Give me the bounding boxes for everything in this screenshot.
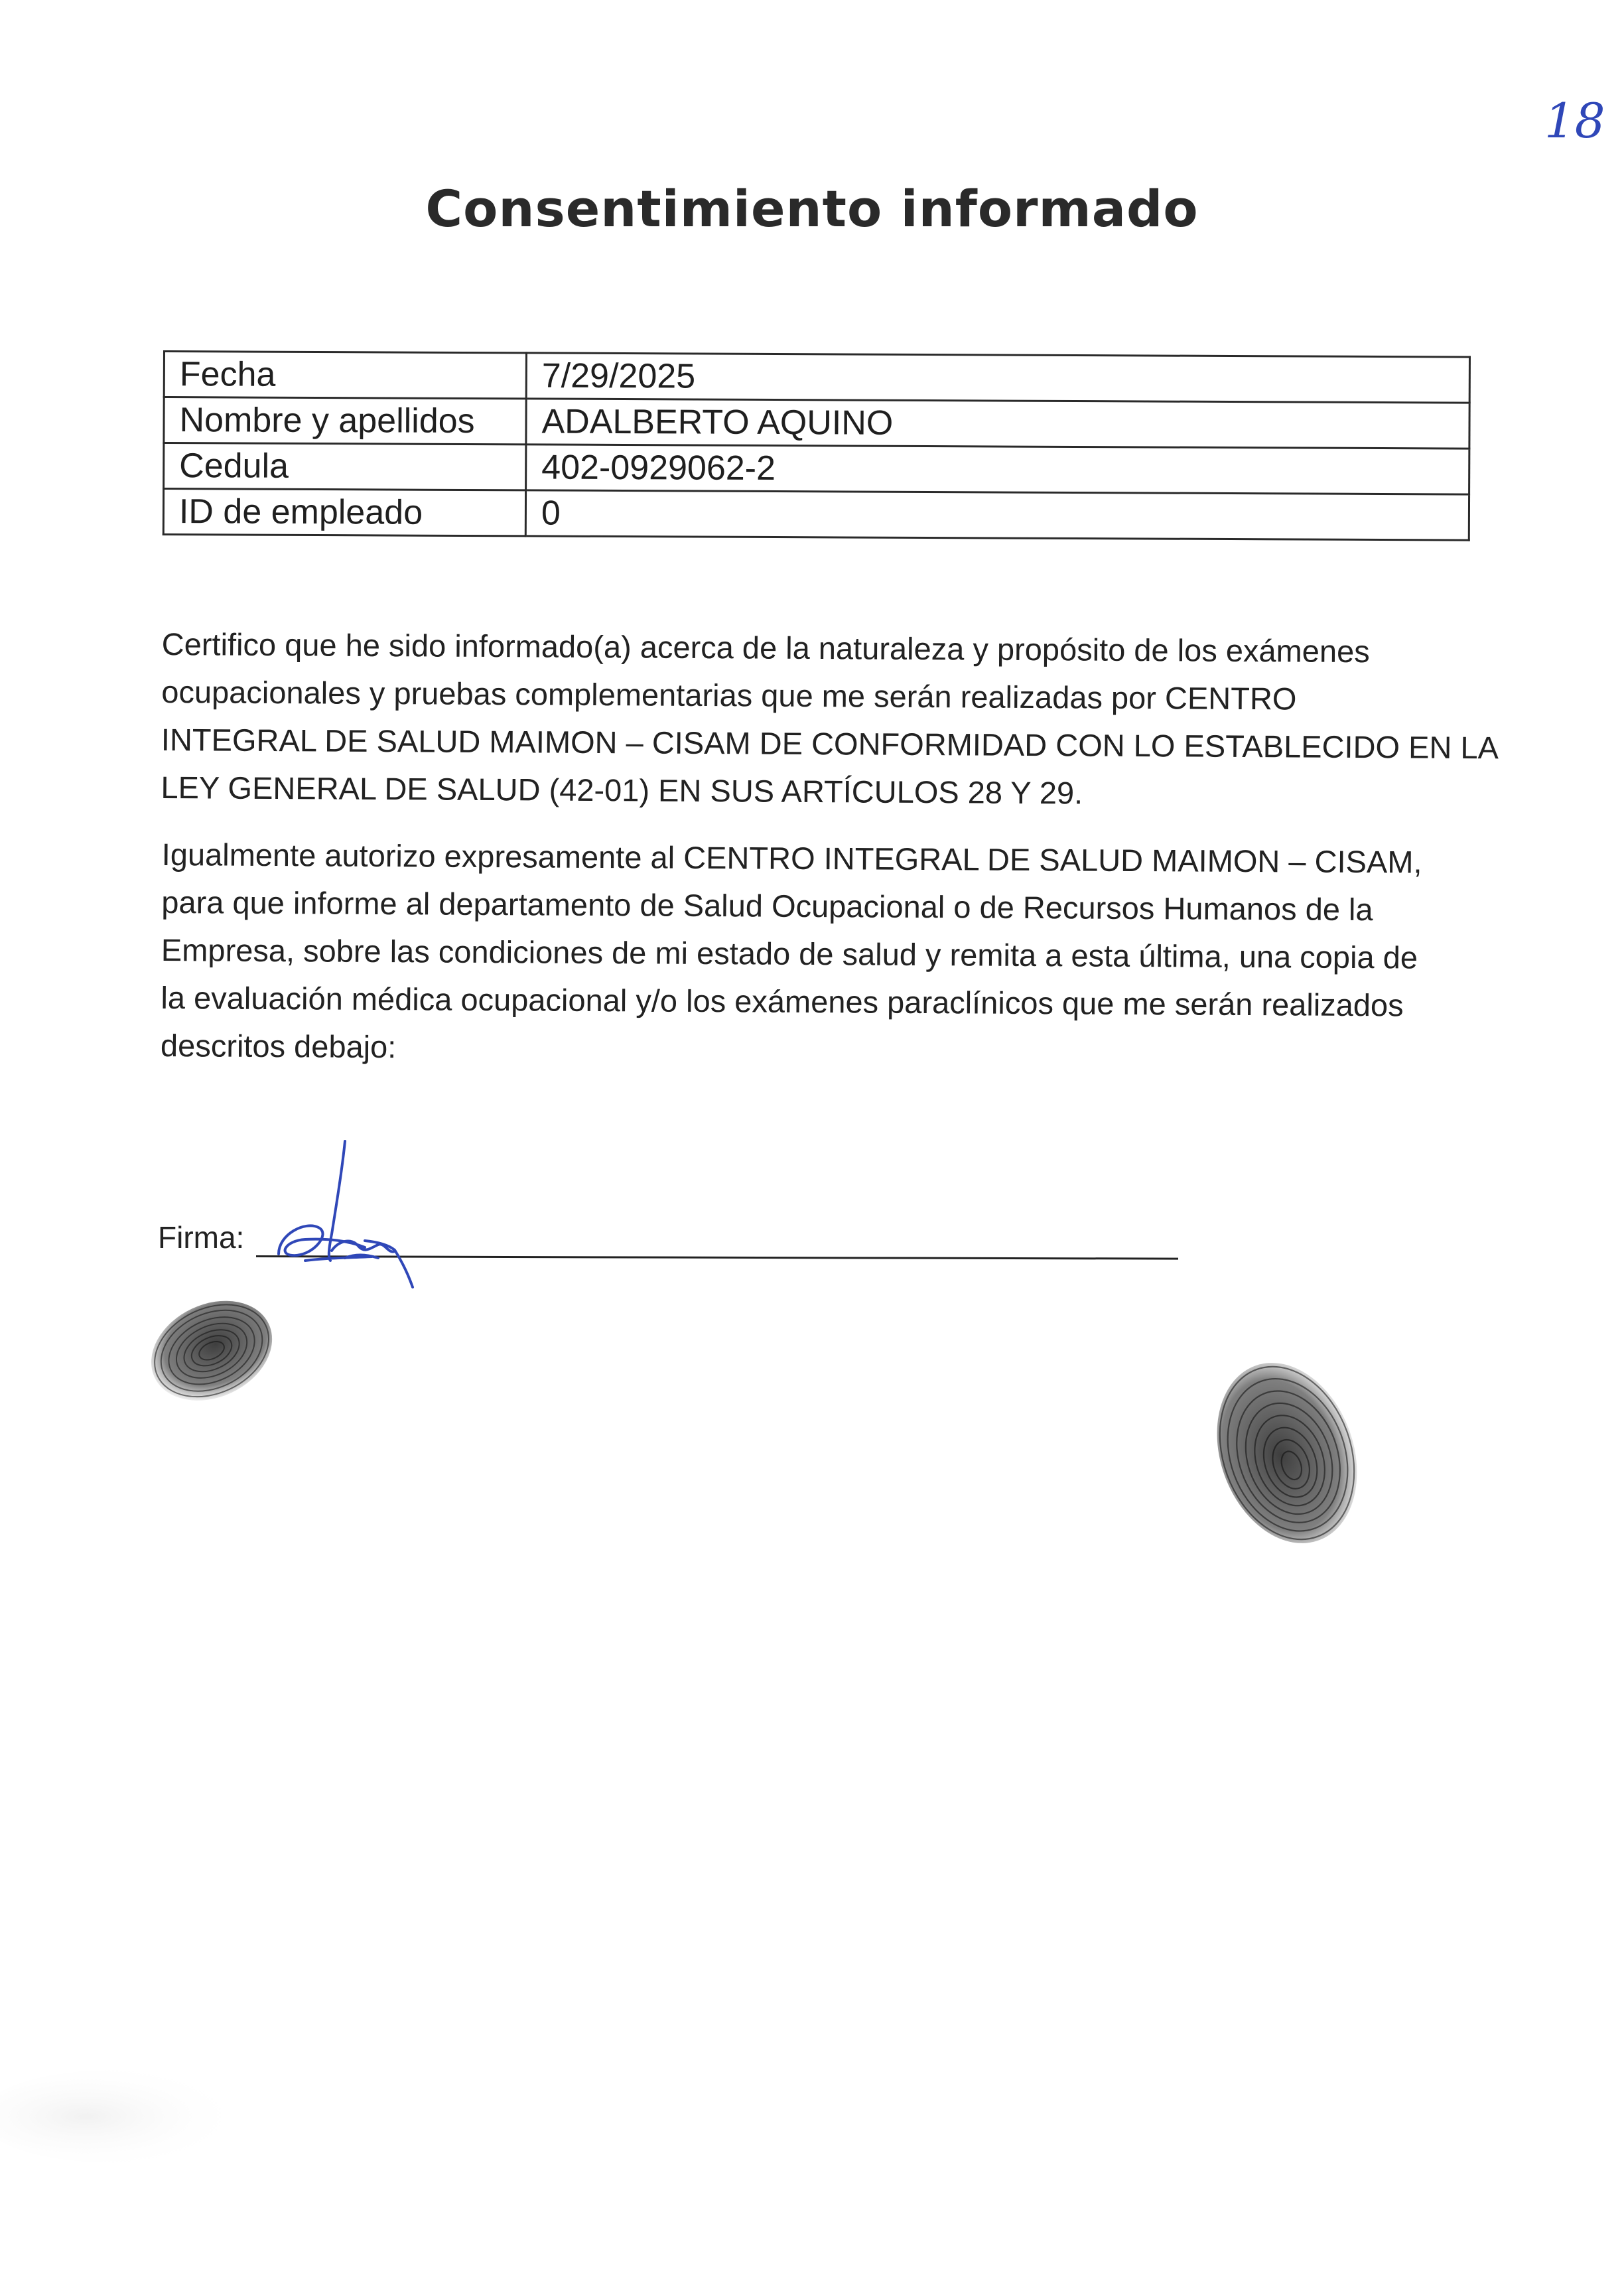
- document-title: Consentimiento informado: [425, 179, 1199, 238]
- info-table: [163, 350, 1471, 541]
- cedula-value: 402-0929062-2: [526, 445, 1469, 494]
- paragraph-line: INTEGRAL DE SALUD MAIMON – CISAM DE CONFORMIDAD CON LO ESTABLECIDO EN LA: [161, 721, 1499, 766]
- paragraph-line: la evaluación médica ocupacional y/o los exámenes paraclínicos que me serán realizados: [161, 979, 1404, 1023]
- paragraph-line: Certifico que he sido informado(a) acerca de la naturaleza y propósito de los exámenes: [161, 626, 1370, 669]
- paragraph-line: LEY GENERAL DE SALUD (42-01) EN SUS ARTÍCULOS 28 Y 29.: [161, 769, 1083, 811]
- certification-paragraph: [161, 620, 1499, 819]
- table-row: [163, 489, 1469, 541]
- paragraph-line: para que informe al departamento de Salud Ocupacional o de Recursos Humanos de la: [161, 884, 1373, 928]
- paragraph-line: Empresa, sobre las condiciones de mi estado de salud y remita a esta última, una copia de: [161, 932, 1418, 975]
- signature-label: Firma:: [158, 1220, 245, 1255]
- handwritten-signature: [265, 1128, 425, 1294]
- paragraph-line: Igualmente autorizo expresamente al CENTRO INTEGRAL DE SALUD MAIMON – CISAM,: [161, 836, 1422, 880]
- table-row: [164, 443, 1469, 495]
- id-empleado-label: ID de empleado: [163, 489, 525, 536]
- fecha-label: Fecha: [164, 352, 526, 399]
- fecha-value: 7/29/2025: [526, 353, 1469, 403]
- cedula-label: Cedula: [164, 443, 526, 490]
- table-row: [164, 352, 1469, 403]
- table-row: [164, 397, 1469, 449]
- scan-smudge: [0, 2057, 279, 2189]
- nombre-label: Nombre y apellidos: [164, 397, 526, 445]
- paragraph-line: ocupacionales y pruebas complementarias que me serán realizadas por CENTRO: [161, 673, 1297, 717]
- page-number: 18: [1544, 93, 1605, 149]
- paragraph-line: descritos debajo:: [160, 1027, 397, 1065]
- nombre-value: ADALBERTO AQUINO: [526, 399, 1469, 449]
- id-empleado-value: 0: [525, 490, 1469, 540]
- fingerprint-left: [126, 1287, 285, 1420]
- fingerprint-right: [1187, 1347, 1387, 1559]
- authorization-paragraph: [161, 831, 1495, 1077]
